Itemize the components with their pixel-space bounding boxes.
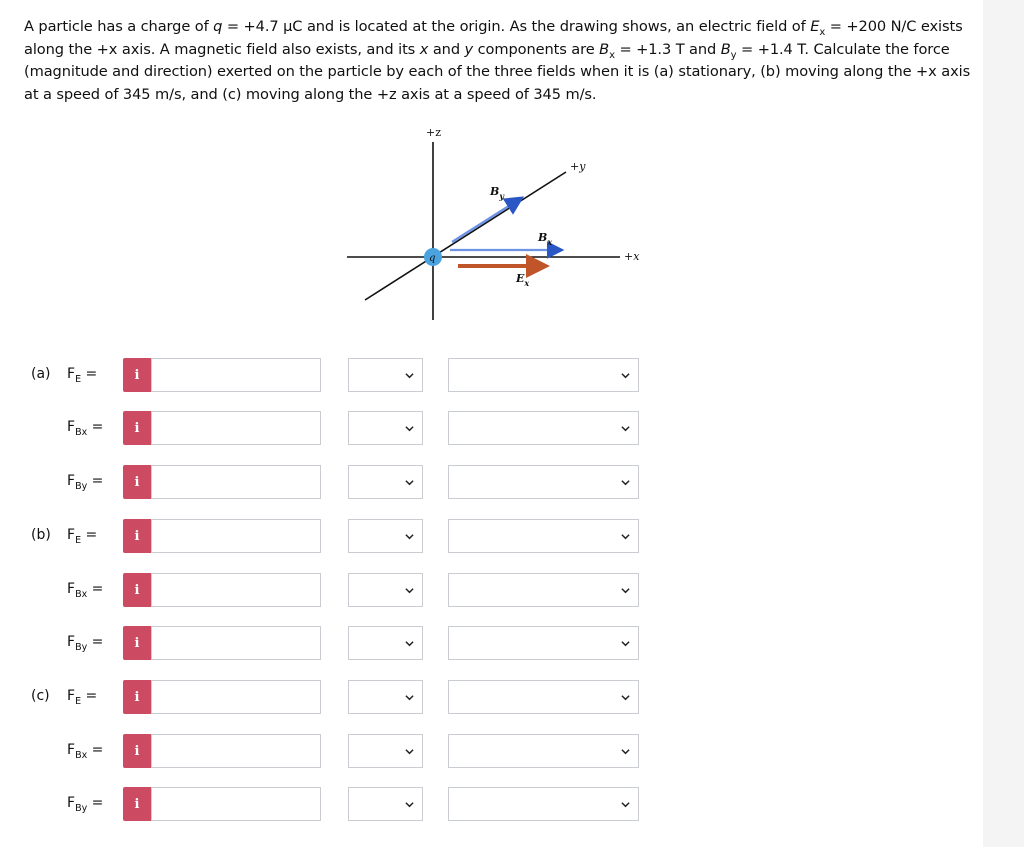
answer-row-2: [0, 411, 983, 445]
problem-statement: A particle has a charge of q = +4.7 μC and is located at the origin. As the drawing shows, an electric field of $E_x = +200$ N/C exists along the +x axis. A magnetic field also exists, and its x and y components are $B_x = +1.3$ T and $B_y = +1.4$ T. Calculate the force (magnitude and direction) exerted on the particle by each of the three fields when it is (a) stationary, (b) moving along the +x axis at a speed of 345 m/s, and (c) moving along the +z axis at a speed of 345 m/s.: [24, 18, 971, 103]
chevron-down-icon: [405, 478, 413, 486]
force-subscript: By: [75, 480, 88, 492]
force-symbol: F: [67, 419, 76, 435]
equals-sign: =: [87, 634, 104, 650]
force-label: [67, 634, 104, 653]
answer-row-7: [0, 680, 983, 714]
force-subscript: Bx: [75, 749, 88, 761]
force-label: [67, 419, 104, 438]
direction-select[interactable]: [448, 519, 639, 553]
part-label: (c): [31, 688, 50, 704]
units-select[interactable]: [348, 573, 423, 607]
force-label: [67, 527, 98, 546]
equals-sign: =: [87, 795, 104, 811]
chevron-down-icon: [405, 371, 413, 379]
chevron-down-icon: [621, 747, 629, 755]
chevron-down-icon: [621, 639, 629, 647]
force-label: [67, 795, 104, 814]
answer-input[interactable]: [151, 626, 321, 660]
info-icon[interactable]: i: [123, 573, 151, 607]
chevron-down-icon: [621, 371, 629, 379]
answer-row-3: [0, 465, 983, 499]
equals-sign: =: [87, 581, 104, 597]
equals-sign: =: [81, 527, 98, 543]
force-label: [67, 742, 104, 761]
chevron-down-icon: [405, 693, 413, 701]
direction-select[interactable]: [448, 680, 639, 714]
force-subscript: E: [75, 373, 82, 385]
direction-select[interactable]: [448, 465, 639, 499]
force-label: [67, 366, 98, 385]
info-icon[interactable]: i: [123, 734, 151, 768]
chevron-down-icon: [405, 586, 413, 594]
chevron-down-icon: [405, 747, 413, 755]
answer-row-9: [0, 787, 983, 821]
answer-row-8: [0, 734, 983, 768]
direction-select[interactable]: [448, 734, 639, 768]
force-symbol: F: [67, 473, 76, 489]
units-select[interactable]: [348, 465, 423, 499]
info-icon[interactable]: i: [123, 519, 151, 553]
answer-row-1: [0, 358, 983, 392]
info-icon[interactable]: i: [123, 626, 151, 660]
answer-input[interactable]: [151, 411, 321, 445]
direction-select[interactable]: [448, 626, 639, 660]
answer-row-6: [0, 626, 983, 660]
charge-label: q: [429, 253, 436, 264]
answer-input[interactable]: [151, 680, 321, 714]
force-subscript: By: [75, 802, 88, 814]
z-axis-label: +z: [426, 126, 442, 139]
info-icon[interactable]: i: [123, 680, 151, 714]
equals-sign: =: [87, 742, 104, 758]
direction-select[interactable]: [448, 573, 639, 607]
field-diagram: [330, 120, 660, 330]
equals-sign: =: [87, 473, 104, 489]
force-subscript: By: [75, 641, 88, 653]
chevron-down-icon: [621, 478, 629, 486]
by-vector: [452, 199, 520, 242]
force-symbol: F: [67, 688, 76, 704]
units-select[interactable]: [348, 519, 423, 553]
equals-sign: =: [81, 688, 98, 704]
ex-label: $E_x$: [516, 272, 530, 288]
force-symbol: F: [67, 366, 76, 382]
chevron-down-icon: [405, 639, 413, 647]
force-label: [67, 473, 104, 492]
answer-row-4: [0, 519, 983, 553]
info-icon[interactable]: i: [123, 465, 151, 499]
info-icon[interactable]: i: [123, 358, 151, 392]
force-symbol: F: [67, 634, 76, 650]
force-subscript: Bx: [75, 426, 88, 438]
units-select[interactable]: [348, 411, 423, 445]
force-symbol: F: [67, 795, 76, 811]
force-label: [67, 581, 104, 600]
page-gutter: [983, 0, 1024, 847]
answer-input[interactable]: [151, 519, 321, 553]
direction-select[interactable]: [448, 787, 639, 821]
info-icon[interactable]: i: [123, 787, 151, 821]
chevron-down-icon: [621, 532, 629, 540]
answer-input[interactable]: [151, 465, 321, 499]
part-label: (b): [31, 527, 51, 543]
direction-select[interactable]: [448, 358, 639, 392]
equals-sign: =: [81, 366, 98, 382]
answer-input[interactable]: [151, 573, 321, 607]
info-icon[interactable]: i: [123, 411, 151, 445]
chevron-down-icon: [405, 800, 413, 808]
force-subscript: E: [75, 534, 82, 546]
force-subscript: E: [75, 695, 82, 707]
units-select[interactable]: [348, 787, 423, 821]
units-select[interactable]: [348, 358, 423, 392]
by-label: $B_y$: [490, 185, 504, 201]
answer-row-5: [0, 573, 983, 607]
answer-input[interactable]: [151, 787, 321, 821]
force-symbol: F: [67, 742, 76, 758]
force-symbol: F: [67, 581, 76, 597]
y-axis-label: +y: [570, 160, 586, 173]
chevron-down-icon: [621, 586, 629, 594]
chevron-down-icon: [621, 424, 629, 432]
y-axis: [365, 172, 566, 300]
units-select[interactable]: [348, 680, 423, 714]
chevron-down-icon: [621, 693, 629, 701]
answer-input[interactable]: [151, 734, 321, 768]
part-label: (a): [31, 366, 51, 382]
force-subscript: Bx: [75, 588, 88, 600]
direction-select[interactable]: [448, 411, 639, 445]
chevron-down-icon: [405, 424, 413, 432]
chevron-down-icon: [405, 532, 413, 540]
equals-sign: =: [87, 419, 104, 435]
units-select[interactable]: [348, 734, 423, 768]
force-symbol: F: [67, 527, 76, 543]
bx-label: $B_x$: [538, 231, 553, 247]
force-label: [67, 688, 98, 707]
x-axis-label: +x: [624, 250, 640, 263]
chevron-down-icon: [621, 800, 629, 808]
units-select[interactable]: [348, 626, 423, 660]
answer-input[interactable]: [151, 358, 321, 392]
